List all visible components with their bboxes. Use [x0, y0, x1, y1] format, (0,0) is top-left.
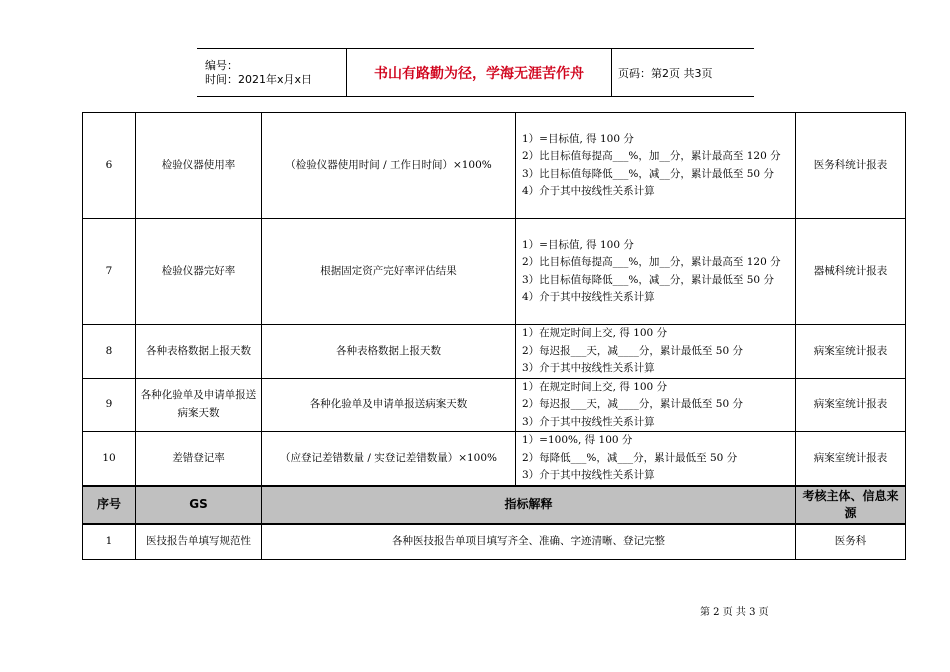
indicator-name: 检验仪器完好率	[136, 219, 262, 325]
scoring-rule-line: 2）比目标值每提高___%，加__分，累计最高至 120 分	[522, 256, 781, 268]
scoring-rule-line: 1）在规定时间上交, 得 100 分	[522, 380, 668, 393]
column-header-number: 序号	[83, 486, 136, 524]
data-source: 病案室统计报表	[796, 432, 906, 486]
indicator-explanation: 各种医技报告单项目填写齐全、准确、字迹清晰、登记完整	[262, 524, 796, 560]
row-number: 9	[83, 378, 136, 432]
scoring-rule-line: 4）介于其中按线性关系计算	[522, 291, 655, 303]
column-header-explanation: 指标解释	[262, 486, 796, 524]
scoring-rules	[516, 325, 796, 379]
row-number: 10	[83, 432, 136, 486]
scoring-rule-line: 2）每迟报___天，减____分，累计最低至 50 分	[522, 344, 743, 357]
header-motto: 书山有路勤为径，学海无涯苦作舟	[347, 49, 612, 97]
indicator-name: 各种表格数据上报天数	[136, 325, 262, 379]
indicator-row	[83, 219, 906, 325]
scoring-rule-line: 3）介于其中按线性关系计算	[522, 362, 655, 374]
document-number-label: 编号：	[205, 58, 238, 72]
header-page-label: 页码：第2页 共3页	[612, 49, 755, 97]
scoring-rule-line: 3）比目标值每降低___%，减__分，累计最低至 50 分	[522, 167, 774, 180]
data-source: 病案室统计报表	[796, 325, 906, 379]
header-meta	[197, 49, 347, 97]
document-time-label: 时间：2021年x月x日	[205, 72, 313, 86]
column-header-gs: GS	[136, 486, 262, 524]
data-source: 医务科	[796, 524, 906, 560]
indicator-table	[82, 112, 906, 560]
scoring-rule-line: 2）比目标值每提高___%，加__分，累计最高至 120 分	[522, 150, 781, 162]
indicator-name: 检验仪器使用率	[136, 113, 262, 219]
row-number: 1	[83, 524, 136, 560]
page-header	[197, 48, 754, 97]
indicator-formula: 各种表格数据上报天数	[262, 325, 516, 379]
data-source: 病案室统计报表	[796, 378, 906, 432]
data-source: 医务科统计报表	[796, 113, 906, 219]
scoring-rule-line: 2）每迟报___天，减____分，累计最低至 50 分	[522, 398, 743, 410]
data-source: 器械科统计报表	[796, 219, 906, 325]
scoring-rule-line: 1）=目标值, 得 100 分	[522, 238, 634, 251]
page-footer: 第 2 页 共 3 页	[700, 607, 769, 618]
indicator-formula: 根据固定资产完好率评估结果	[262, 219, 516, 325]
row-number: 7	[83, 219, 136, 325]
gs-header-row	[83, 486, 906, 524]
indicator-name: 各种化验单及申请单报送病案天数	[136, 378, 262, 432]
scoring-rule-line: 2）每降低___%，减___分，累计最低至 50 分	[522, 451, 738, 464]
row-number: 6	[83, 113, 136, 219]
indicator-formula: （检验仪器使用时间 / 工作日时间）×100%	[262, 113, 516, 219]
scoring-rule-line: 1）在规定时间上交, 得 100 分	[522, 327, 668, 339]
indicator-formula: （应登记差错数量 / 实登记差错数量）×100%	[262, 432, 516, 486]
scoring-rule-line: 3）介于其中按线性关系计算	[522, 469, 655, 481]
scoring-rule-line: 1）=100%, 得 100 分	[522, 434, 633, 446]
column-header-source: 考核主体、信息来源	[796, 486, 906, 524]
scoring-rule-line: 1）=目标值, 得 100 分	[522, 132, 634, 145]
row-number: 8	[83, 325, 136, 379]
scoring-rule-line: 3）介于其中按线性关系计算	[522, 415, 655, 428]
scoring-rule-line: 3）比目标值每降低___%，减__分，累计最低至 50 分	[522, 273, 774, 286]
scoring-rule-line: 4）介于其中按线性关系计算	[522, 185, 655, 197]
indicator-row	[83, 378, 906, 432]
scoring-rules	[516, 219, 796, 325]
indicator-row	[83, 325, 906, 379]
indicator-name: 医技报告单填写规范性	[136, 524, 262, 560]
gs-row	[83, 524, 906, 560]
indicator-row	[83, 113, 906, 219]
indicator-name: 差错登记率	[136, 432, 262, 486]
indicator-formula: 各种化验单及申请单报送病案天数	[262, 378, 516, 432]
scoring-rules	[516, 432, 796, 486]
scoring-rules	[516, 113, 796, 219]
scoring-rules	[516, 378, 796, 432]
indicator-row	[83, 432, 906, 486]
